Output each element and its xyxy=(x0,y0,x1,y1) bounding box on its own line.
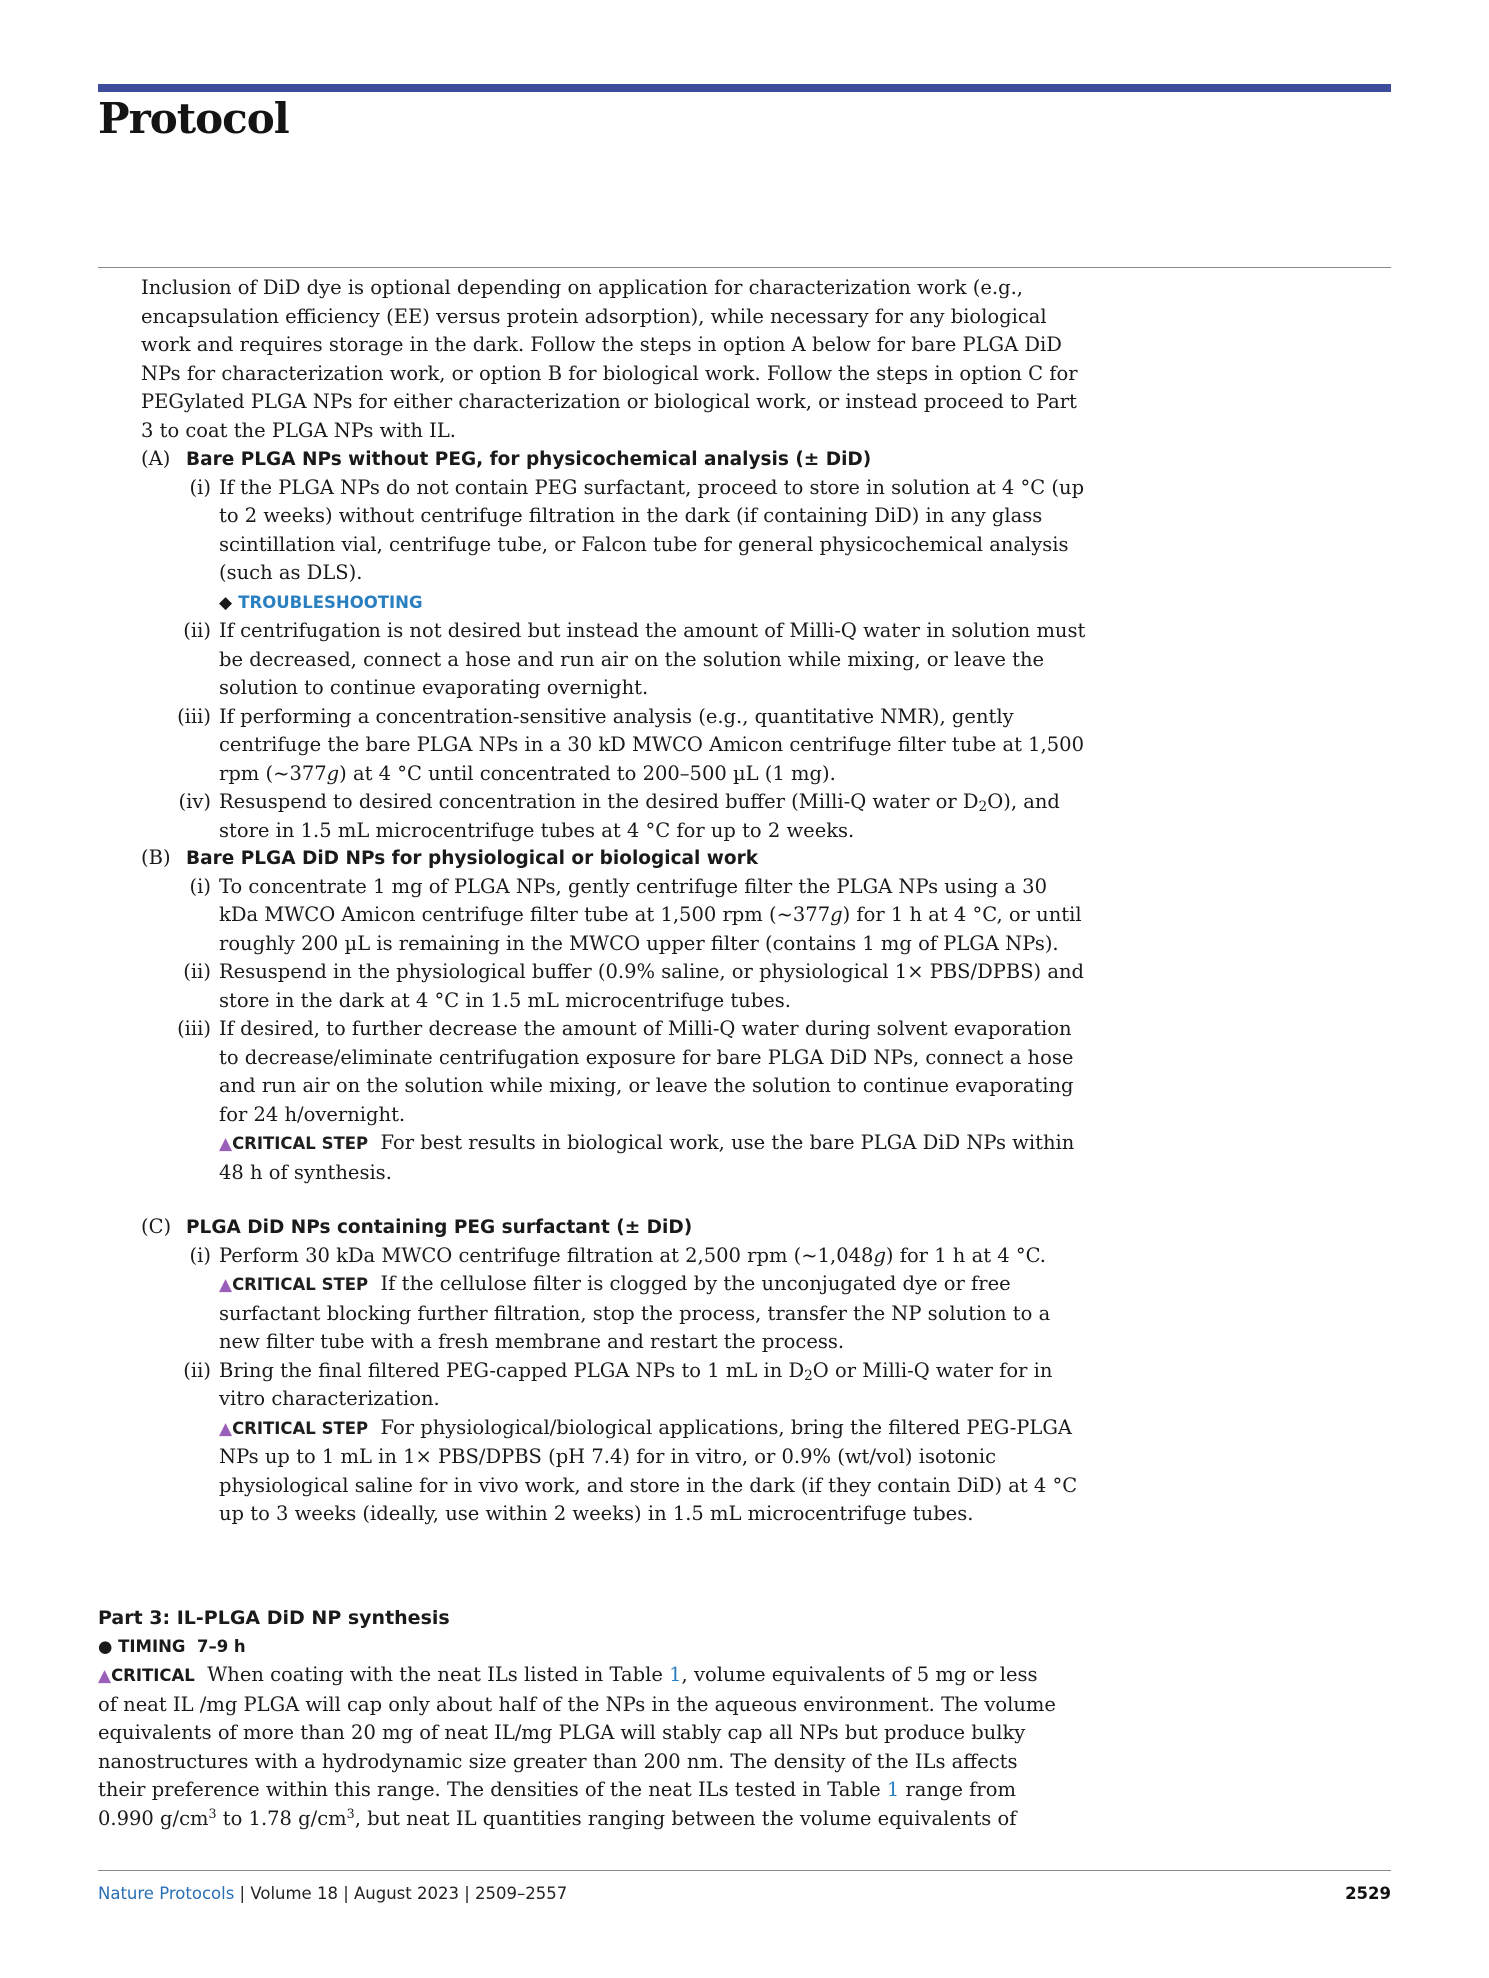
journal-name-link[interactable]: Nature Protocols xyxy=(98,1884,235,1903)
warning-triangle-icon: ▲ xyxy=(219,1134,233,1154)
step-b-iii xyxy=(141,1015,1091,1187)
issue-info: | Volume 18 | August 2023 | 2509–2557 xyxy=(234,1884,568,1903)
troubleshooting-link[interactable]: TROUBLESHOOTING xyxy=(238,592,423,612)
option-title: Bare PLGA NPs without PEG, for physicochemical analysis (± DiD) xyxy=(186,449,872,470)
step-b-ii xyxy=(141,958,1091,1015)
diamond-icon: ◆ xyxy=(219,592,233,613)
table-1-link[interactable]: 1 xyxy=(886,1778,900,1801)
critical-step-note: ▲CRITICAL STEP For best results in biological work, use the bare PLGA DiD NPs within 48 h of synthesis. xyxy=(219,1131,1075,1184)
option-c xyxy=(141,1213,1091,1529)
step-text: Resuspend in the physiological buffer (0.9% saline, or physiological 1× PBS/DPBS) and store in the dark at 4 °C in 1.5 mL microcentrifuge tubes. xyxy=(219,960,1085,1012)
section-heading: Part 3: IL-PLGA DiD NP synthesis xyxy=(98,1607,450,1629)
critical-paragraph: ▲CRITICAL When coating with the neat ILs listed in Table 1, volume equivalents of 5 mg or less of neat IL /mg PLGA will cap only about half of the NPs in the aqueous environment. The volume equivalents of more than 20 mg of neat IL/mg PLGA will stably cap all NPs but produce bulky nanostructures with a hydrodynamic size greater than 200 nm. The density of the ILs affects their preference within this range. The densities of the neat ILs tested in Table 1 range from 0.990 $g/cm^3$ to 1.78 $g/cm^3$, but neat IL quantities ranging between the volume equivalents of xyxy=(98,1663,1056,1830)
option-b xyxy=(141,844,1091,1187)
step-text: Resuspend to desired concentration in the desired buffer (Milli-Q water or $D_2O$), and store in 1.5 mL microcentrifuge tubes at 4 °C for up to 2 weeks. xyxy=(219,790,1060,842)
header-accent-bar xyxy=(98,84,1391,92)
step-a-iii xyxy=(141,703,1091,789)
warning-triangle-icon: ▲ xyxy=(98,1666,112,1686)
table-1-link[interactable]: 1 xyxy=(669,1663,682,1686)
step-c-i xyxy=(141,1242,1091,1357)
intro-text: Inclusion of DiD dye is optional depending on application for characterization work (e.g., encapsulation efficiency (EE) versus protein adsorption), while necessary for any biological work and requires storage in the dark. Follow the steps in option A below for bare PLGA DiD NPs for characterization work, or option B for biological work. Follow the steps in option C for PEGylated PLGA NPs for either characterization or biological work, or instead proceed to Part 3 to coat the PLGA NPs with IL. xyxy=(141,276,1078,442)
option-a-heading xyxy=(141,445,1091,474)
critical-label: CRITICAL xyxy=(111,1666,195,1685)
option-b-heading xyxy=(141,844,1091,873)
step-text: If centrifugation is not desired but instead the amount of Milli-Q water in solution must be decreased, connect a hose and run air on the solution while mixing, or leave the solution to continue evaporating overnight. xyxy=(219,619,1086,699)
step-a-i xyxy=(141,474,1091,618)
timing-value: 7–9 h xyxy=(196,1636,246,1656)
top-divider xyxy=(98,267,1391,268)
part3-section xyxy=(98,1604,1058,1833)
step-number: (ii) xyxy=(183,960,211,983)
step-number: (i) xyxy=(189,475,211,499)
option-marker: (B) xyxy=(141,846,171,869)
critical-step-label: CRITICAL STEP xyxy=(232,1275,369,1294)
troubleshooting-note[interactable] xyxy=(219,588,1091,618)
critical-step-note: ▲CRITICAL STEP If the cellulose filter is clogged by the unconjugated dye or free surfactant blocking further filtration, stop the process, transfer the NP solution to a new filter tube with a fresh membrane and restart the process. xyxy=(219,1272,1051,1353)
option-c-heading xyxy=(141,1213,1091,1242)
step-text: If the PLGA NPs do not contain PEG surfactant, proceed to store in solution at 4 °C (up to 2 weeks) without centrifuge filtration in the dark (if containing DiD) in any glass scintillation vial, centrifuge tube, or Falcon tube for general physicochemical analysis (such as DLS). xyxy=(219,475,1085,584)
warning-triangle-icon: ▲ xyxy=(219,1275,233,1295)
option-marker: (C) xyxy=(141,1215,172,1238)
step-text: Perform 30 kDa MWCO centrifuge filtration at 2,500 rpm (~1,048g) for 1 h at 4 °C. xyxy=(219,1243,1047,1267)
step-text: Bring the final filtered PEG-capped PLGA NPs to 1 mL in $D_2O$ or Milli-Q water for in vitro characterization. xyxy=(219,1358,1053,1410)
step-text: To concentrate 1 mg of PLGA NPs, gently centrifuge filter the PLGA NPs using a 30 kDa MWCO Amicon centrifuge filter tube at 1,500 rpm (~377g) for 1 h at 4 °C, or until roughly 200 µL is remaining in the MWCO upper filter (contains 1 mg of PLGA NPs). xyxy=(219,874,1082,955)
step-b-i xyxy=(141,873,1091,959)
critical-step-label: CRITICAL STEP xyxy=(232,1418,369,1438)
warning-triangle-icon: ▲ xyxy=(219,1418,233,1439)
step-a-iv xyxy=(141,788,1091,845)
step-text: If desired, to further decrease the amount of Milli-Q water during solvent evaporation to decrease/eliminate centrifugation exposure for bare PLGA DiD NPs, connect a hose and run air on the solution while mixing, or leave the solution to continue evaporating for 24 h/overnight. xyxy=(219,1017,1074,1126)
step-number: (iv) xyxy=(178,790,211,813)
option-title: PLGA DiD NPs containing PEG surfactant (± DiD) xyxy=(186,1217,693,1238)
timing-label: TIMING xyxy=(118,1636,186,1656)
step-number: (i) xyxy=(189,1243,211,1267)
page-footer xyxy=(98,1884,1391,1903)
step-a-ii xyxy=(141,617,1091,703)
page-header-title: Protocol xyxy=(98,94,289,143)
timing-line xyxy=(98,1633,1058,1662)
option-title: Bare PLGA DiD NPs for physiological or biological work xyxy=(186,848,759,869)
critical-step-note: ▲CRITICAL STEP For physiological/biological applications, bring the filtered PEG-PLGA NPs up to 1 mL in 1× PBS/DPBS (pH 7.4) for in vitro, or 0.9% (wt/vol) isotonic physiological saline for in vivo work, and store in the dark (if they contain DiD) at 4 °C up to 3 weeks (ideally, use within 2 weeks) in 1.5 mL microcentrifuge tubes. xyxy=(219,1415,1078,1525)
page-number: 2529 xyxy=(1345,1884,1391,1903)
footer-divider xyxy=(98,1870,1391,1871)
step-number: (ii) xyxy=(183,1358,211,1382)
step-c-ii xyxy=(141,1357,1091,1529)
option-a xyxy=(141,445,1091,845)
step-number: (ii) xyxy=(183,619,211,642)
critical-step-label: CRITICAL STEP xyxy=(232,1134,369,1153)
bullet-icon: ● xyxy=(98,1636,113,1656)
step-number: (iii) xyxy=(177,704,211,728)
step-number: (i) xyxy=(189,874,211,898)
option-marker: (A) xyxy=(141,447,171,470)
intro-paragraph xyxy=(141,274,1081,445)
step-number: (iii) xyxy=(177,1017,211,1040)
step-text: If performing a concentration-sensitive analysis (e.g., quantitative NMR), gently centrifuge the bare PLGA NPs in a 30 kD MWCO Amicon centrifuge filter tube at 1,500 rpm (~377g) at 4 °C until concentrated to 200–500 µL (1 mg). xyxy=(219,704,1084,785)
